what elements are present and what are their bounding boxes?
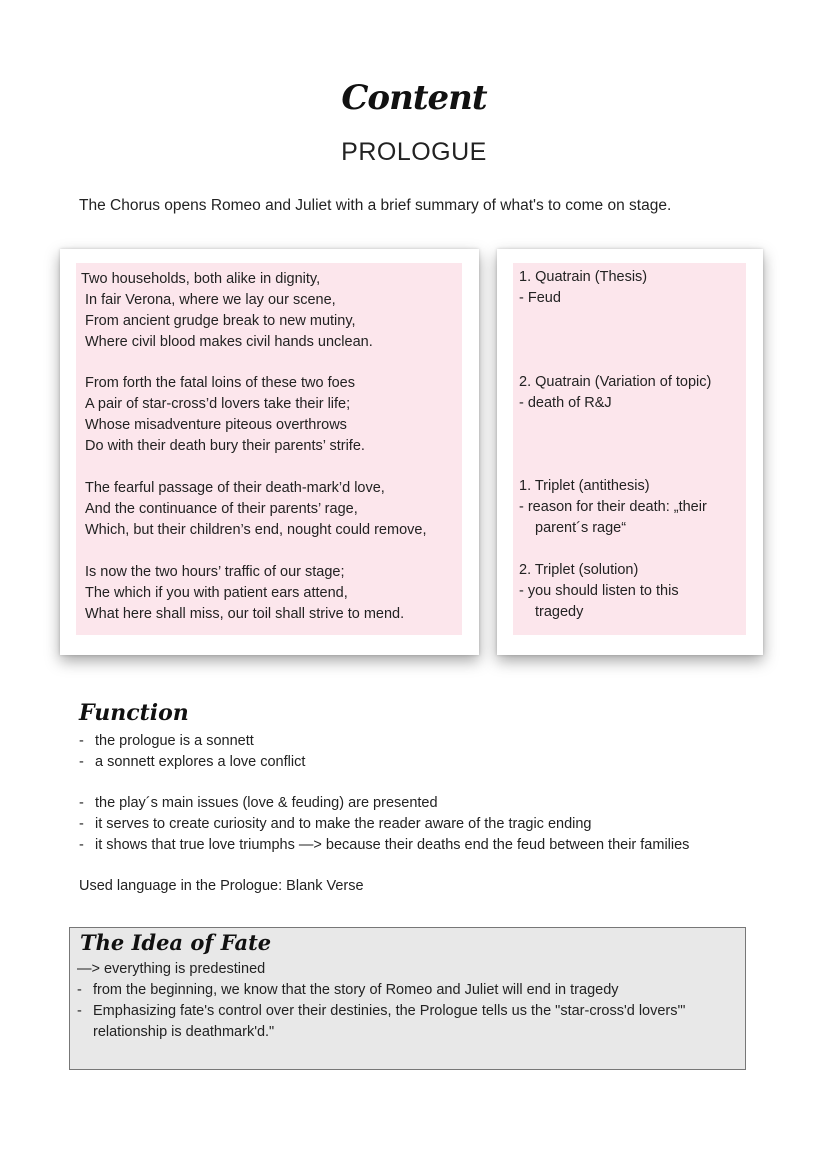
structure-line: - reason for their death: „their [519, 499, 707, 515]
structure-line: tragedy [535, 604, 584, 620]
poem-line: Two households, both alike in dignity, [81, 271, 321, 287]
poem-line: Whose misadventure piteous overthrows [85, 417, 347, 433]
intro-text: The Chorus opens Romeo and Juliet with a brief summary of what's to come on stage. [79, 197, 672, 214]
fate-line: relationship is deathmark'd." [93, 1024, 275, 1040]
content-heading: Content [341, 78, 487, 118]
poem-line: From forth the fatal loins of these two foes [85, 375, 355, 391]
function-bullet: - it shows that true love triumphs —> because their deaths end the feud between their families [79, 837, 690, 853]
poem-line: Where civil blood makes civil hands unclean. [85, 334, 373, 350]
function-bullet: - the prologue is a sonnett [79, 733, 254, 749]
poem-line: The which if you with patient ears attend, [85, 585, 348, 601]
poem-line: The fearful passage of their death-mark’d love, [85, 480, 385, 496]
fate-line: —> everything is predestined [77, 961, 266, 977]
function-bullet: - it serves to create curiosity and to make the reader aware of the tragic ending [79, 816, 592, 832]
fate-heading: The Idea of Fate [80, 930, 272, 955]
poem-line: And the continuance of their parents’ rage, [85, 501, 358, 517]
function-heading: Function [79, 700, 189, 726]
structure-line: - Feud [519, 290, 561, 306]
used-language-text: Used language in the Prologue: Blank Verse [79, 878, 364, 894]
structure-line: - you should listen to this [519, 583, 679, 599]
poem-line: Do with their death bury their parents’ strife. [85, 438, 365, 454]
poem-line: Is now the two hours’ traffic of our stage; [85, 564, 345, 580]
structure-line: 1. Triplet (antithesis) [519, 478, 650, 494]
function-bullet: - a sonnett explores a love conflict [79, 754, 306, 770]
poem-line: In fair Verona, where we lay our scene, [85, 292, 336, 308]
fate-bullet: - Emphasizing fate's control over their destinies, the Prologue tells us the "star-cross'd lovers'" [77, 1003, 686, 1019]
structure-line: 1. Quatrain (Thesis) [519, 269, 648, 285]
function-bullet: - the play´s main issues (love & feuding) are presented [79, 795, 438, 811]
poem-line: From ancient grudge break to new mutiny, [85, 313, 356, 329]
structure-line: 2. Triplet (solution) [519, 562, 639, 578]
poem-line: Which, but their children’s end, nought could remove, [85, 522, 427, 538]
structure-line: - death of R&J [519, 395, 612, 411]
page-title: PROLOGUE [341, 138, 487, 166]
poem-line: What here shall miss, our toil shall strive to mend. [85, 606, 405, 622]
structure-line: parent´s rage“ [535, 520, 627, 536]
fate-bullet: - from the beginning, we know that the story of Romeo and Juliet will end in tragedy [77, 982, 619, 998]
structure-box [513, 263, 746, 635]
structure-line: 2. Quatrain (Variation of topic) [519, 374, 712, 390]
poem-line: A pair of star-cross’d lovers take their life; [85, 396, 351, 412]
